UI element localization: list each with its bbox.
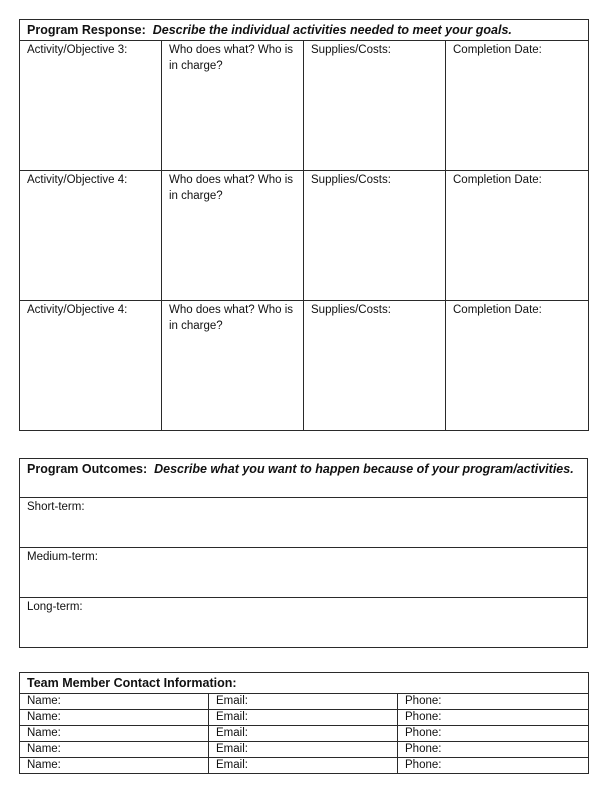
email-cell[interactable]: Email: <box>209 726 398 742</box>
activity-row <box>20 171 589 301</box>
program-response-table <box>19 19 589 431</box>
outcome-row <box>20 498 588 548</box>
supplies-cell[interactable]: Supplies/Costs: <box>304 171 446 301</box>
team-contact-title-text: Team Member Contact Information: <box>27 676 237 690</box>
program-outcomes-title-desc: Describe what you want to happen because of your program/activities. <box>154 462 574 476</box>
program-outcomes-title-lead: Program Outcomes: <box>27 462 148 476</box>
outcome-row <box>20 548 588 598</box>
short-term-cell[interactable]: Short-term: <box>20 498 588 548</box>
email-cell[interactable]: Email: <box>209 742 398 758</box>
program-response-header-row <box>20 20 589 41</box>
program-outcomes-title <box>20 459 588 498</box>
program-response-title-desc: Describe the individual activities needed to meet your goals. <box>152 23 512 37</box>
who-cell[interactable]: Who does what? Who is in charge? <box>162 301 304 431</box>
name-cell[interactable]: Name: <box>20 758 209 774</box>
program-response-title <box>20 20 589 41</box>
program-outcomes-header-row <box>20 459 588 498</box>
phone-cell[interactable]: Phone: <box>398 694 589 710</box>
name-cell[interactable]: Name: <box>20 694 209 710</box>
activity-row <box>20 41 589 171</box>
team-contact-header-row <box>20 673 589 694</box>
supplies-cell[interactable]: Supplies/Costs: <box>304 41 446 171</box>
phone-cell[interactable]: Phone: <box>398 726 589 742</box>
activity-cell[interactable]: Activity/Objective 3: <box>20 41 162 171</box>
phone-cell[interactable]: Phone: <box>398 710 589 726</box>
activity-cell[interactable]: Activity/Objective 4: <box>20 301 162 431</box>
activity-row <box>20 301 589 431</box>
outcome-row <box>20 598 588 648</box>
completion-cell[interactable]: Completion Date: <box>446 301 589 431</box>
phone-cell[interactable]: Phone: <box>398 758 589 774</box>
contact-row <box>20 758 589 774</box>
program-outcomes-table <box>19 458 588 648</box>
email-cell[interactable]: Email: <box>209 758 398 774</box>
who-cell[interactable]: Who does what? Who is in charge? <box>162 41 304 171</box>
contact-row <box>20 710 589 726</box>
email-cell[interactable]: Email: <box>209 710 398 726</box>
team-contact-title <box>20 673 589 694</box>
supplies-cell[interactable]: Supplies/Costs: <box>304 301 446 431</box>
activity-cell[interactable]: Activity/Objective 4: <box>20 171 162 301</box>
phone-cell[interactable]: Phone: <box>398 742 589 758</box>
name-cell[interactable]: Name: <box>20 742 209 758</box>
long-term-cell[interactable]: Long-term: <box>20 598 588 648</box>
email-cell[interactable]: Email: <box>209 694 398 710</box>
name-cell[interactable]: Name: <box>20 710 209 726</box>
contact-row <box>20 742 589 758</box>
who-cell[interactable]: Who does what? Who is in charge? <box>162 171 304 301</box>
name-cell[interactable]: Name: <box>20 726 209 742</box>
program-response-title-lead: Program Response: <box>27 23 146 37</box>
contact-row <box>20 694 589 710</box>
medium-term-cell[interactable]: Medium-term: <box>20 548 588 598</box>
team-contact-table <box>19 672 589 774</box>
contact-row <box>20 726 589 742</box>
completion-cell[interactable]: Completion Date: <box>446 171 589 301</box>
completion-cell[interactable]: Completion Date: <box>446 41 589 171</box>
